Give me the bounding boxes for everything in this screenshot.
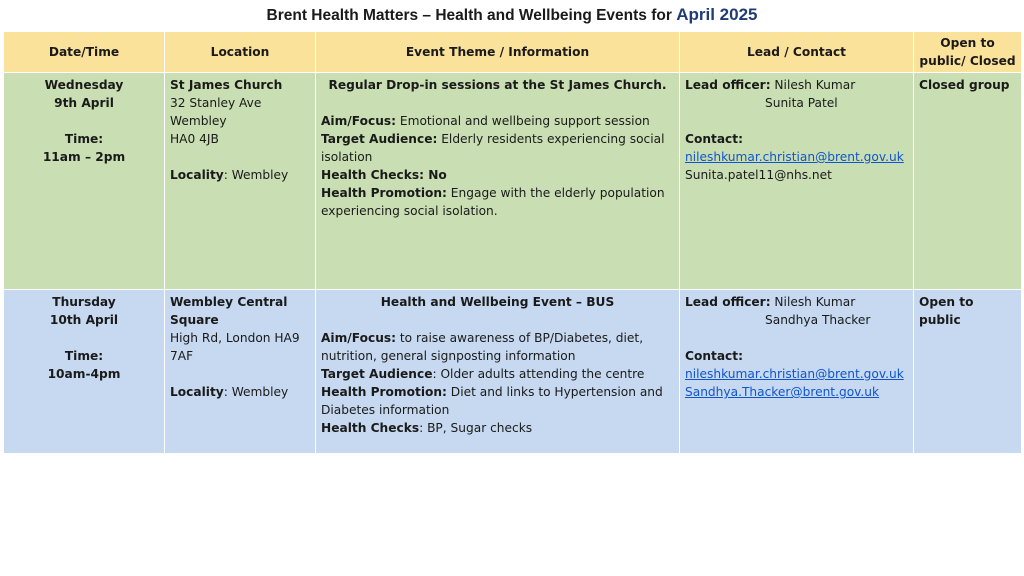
header-lead-contact: Lead / Contact xyxy=(680,32,914,73)
contact-email-text: Sunita.patel11@nhs.net xyxy=(685,168,832,182)
contact-email-link[interactable]: Sandhya.Thacker@brent.gov.uk xyxy=(685,385,880,399)
event-day: Wednesday xyxy=(44,78,124,92)
audience-value: : Older adults attending the centre xyxy=(432,367,645,381)
event-title: Health and Wellbeing Event – BUS xyxy=(380,295,615,309)
status-cell: Closed group xyxy=(914,73,1022,290)
page-title xyxy=(0,5,1024,25)
audience-label: Target Audience xyxy=(321,367,433,381)
event-day: Thursday xyxy=(52,295,116,309)
event-time: 11am – 2pm xyxy=(42,150,126,164)
aim-value: to raise awareness of BP/Diabetes, diet, nutrition, general signposting information xyxy=(321,331,644,363)
checks-label: Health Checks: No xyxy=(321,168,447,182)
lead-contact-cell xyxy=(680,73,914,290)
checks-value: : BP, Sugar checks xyxy=(419,421,533,435)
title-main: Brent Health Matters – Health and Wellbeing Events for xyxy=(266,7,672,24)
location-cell xyxy=(165,73,316,290)
location-line: HA0 4JB xyxy=(170,132,219,146)
title-month: April 2025 xyxy=(676,5,758,24)
contact-email-link[interactable]: nileshkumar.christian@brent.gov.uk xyxy=(685,367,904,381)
promotion-value: Engage with the elderly population experiencing social isolation. xyxy=(321,186,665,218)
table-row xyxy=(4,73,1022,290)
location-line: Wembley xyxy=(170,114,227,128)
table-row xyxy=(4,290,1022,454)
locality-label: Locality xyxy=(170,168,224,182)
event-info-cell xyxy=(316,290,680,454)
aim-label: Aim/Focus: xyxy=(321,114,396,128)
date-time-cell xyxy=(4,73,165,290)
promotion-value: Diet and links to Hypertension and Diabetes information xyxy=(321,385,663,417)
location-cell xyxy=(165,290,316,454)
event-time: 10am-4pm xyxy=(47,367,121,381)
lead-label: Lead officer: xyxy=(685,295,771,309)
audience-value: Elderly residents experiencing social isolation xyxy=(321,132,665,164)
time-label: Time: xyxy=(64,132,104,146)
event-title: Regular Drop-in sessions at the St James Church. xyxy=(328,78,667,92)
header-date-time: Date/Time xyxy=(4,32,165,73)
checks-label: Health Checks xyxy=(321,421,420,435)
aim-label: Aim/Focus: xyxy=(321,331,396,345)
location-line: 32 Stanley Ave xyxy=(170,96,262,110)
locality-value: : Wembley xyxy=(223,385,289,399)
lead-name: Sunita Patel xyxy=(765,96,838,110)
contact-label: Contact: xyxy=(685,349,743,363)
lead-label: Lead officer: xyxy=(685,78,771,92)
table-header-row xyxy=(4,32,1022,73)
status-cell: Open to public xyxy=(914,290,1022,454)
promotion-label: Health Promotion: xyxy=(321,186,447,200)
event-date: 9th April xyxy=(54,96,114,110)
header-location: Location xyxy=(165,32,316,73)
promotion-label: Health Promotion: xyxy=(321,385,447,399)
locality-label: Locality xyxy=(170,385,224,399)
contact-label: Contact: xyxy=(685,132,743,146)
contact-email-link[interactable]: nileshkumar.christian@brent.gov.uk xyxy=(685,150,904,164)
locality-value: : Wembley xyxy=(223,168,289,182)
date-time-cell xyxy=(4,290,165,454)
lead-name: Nilesh Kumar xyxy=(770,295,856,309)
location-name: Wembley Central Square xyxy=(170,295,288,327)
header-event-theme: Event Theme / Information xyxy=(316,32,680,73)
lead-name: Nilesh Kumar xyxy=(770,78,856,92)
audience-label: Target Audience: xyxy=(321,132,438,146)
location-line: High Rd, London HA9 7AF xyxy=(170,331,300,363)
events-table xyxy=(3,31,1022,454)
time-label: Time: xyxy=(64,349,104,363)
lead-name: Sandhya Thacker xyxy=(765,313,871,327)
event-date: 10th April xyxy=(49,313,119,327)
lead-contact-cell xyxy=(680,290,914,454)
event-info-cell xyxy=(316,73,680,290)
aim-value: Emotional and wellbeing support session xyxy=(396,114,650,128)
location-name: St James Church xyxy=(170,78,283,92)
header-open-status: Open to public/ Closed xyxy=(914,32,1022,73)
